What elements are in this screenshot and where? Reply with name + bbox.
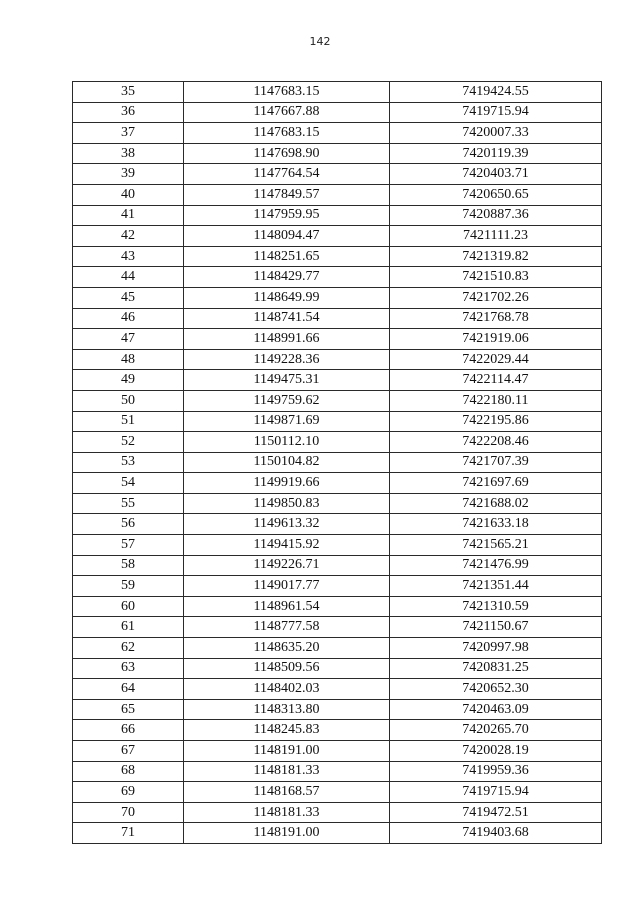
point-number-cell: 45 — [73, 287, 184, 308]
y-coordinate-cell: 7421319.82 — [390, 246, 602, 267]
point-number-cell: 50 — [73, 390, 184, 411]
point-number-cell: 64 — [73, 679, 184, 700]
x-coordinate-cell: 1150112.10 — [184, 432, 390, 453]
table-row — [73, 452, 602, 473]
y-coordinate-cell: 7421476.99 — [390, 555, 602, 576]
table-row — [73, 699, 602, 720]
x-coordinate-cell: 1147959.95 — [184, 205, 390, 226]
point-number-cell: 70 — [73, 802, 184, 823]
table-row — [73, 473, 602, 494]
x-coordinate-cell: 1147849.57 — [184, 184, 390, 205]
y-coordinate-cell: 7421688.02 — [390, 493, 602, 514]
point-number-cell: 63 — [73, 658, 184, 679]
x-coordinate-cell: 1149919.66 — [184, 473, 390, 494]
y-coordinate-cell: 7421707.39 — [390, 452, 602, 473]
x-coordinate-cell: 1149415.92 — [184, 535, 390, 556]
x-coordinate-cell: 1148181.33 — [184, 761, 390, 782]
coordinates-table — [72, 81, 602, 844]
x-coordinate-cell: 1148402.03 — [184, 679, 390, 700]
x-coordinate-cell: 1148961.54 — [184, 596, 390, 617]
y-coordinate-cell: 7420028.19 — [390, 741, 602, 762]
x-coordinate-cell: 1148251.65 — [184, 246, 390, 267]
table-row — [73, 143, 602, 164]
x-coordinate-cell: 1147698.90 — [184, 143, 390, 164]
table-row — [73, 411, 602, 432]
x-coordinate-cell: 1148191.00 — [184, 741, 390, 762]
table-row — [73, 308, 602, 329]
x-coordinate-cell: 1149613.32 — [184, 514, 390, 535]
y-coordinate-cell: 7419715.94 — [390, 782, 602, 803]
table-row — [73, 679, 602, 700]
point-number-cell: 58 — [73, 555, 184, 576]
y-coordinate-cell: 7421150.67 — [390, 617, 602, 638]
x-coordinate-cell: 1147683.15 — [184, 82, 390, 103]
x-coordinate-cell: 1148649.99 — [184, 287, 390, 308]
x-coordinate-cell: 1149850.83 — [184, 493, 390, 514]
table-row — [73, 823, 602, 844]
y-coordinate-cell: 7422208.46 — [390, 432, 602, 453]
x-coordinate-cell: 1149228.36 — [184, 349, 390, 370]
x-coordinate-cell: 1148991.66 — [184, 329, 390, 350]
point-number-cell: 47 — [73, 329, 184, 350]
table-row — [73, 226, 602, 247]
x-coordinate-cell: 1148245.83 — [184, 720, 390, 741]
y-coordinate-cell: 7421768.78 — [390, 308, 602, 329]
x-coordinate-cell: 1148168.57 — [184, 782, 390, 803]
point-number-cell: 54 — [73, 473, 184, 494]
y-coordinate-cell: 7422180.11 — [390, 390, 602, 411]
table-row — [73, 432, 602, 453]
x-coordinate-cell: 1149226.71 — [184, 555, 390, 576]
x-coordinate-cell: 1149871.69 — [184, 411, 390, 432]
y-coordinate-cell: 7422114.47 — [390, 370, 602, 391]
x-coordinate-cell: 1148313.80 — [184, 699, 390, 720]
x-coordinate-cell: 1148429.77 — [184, 267, 390, 288]
x-coordinate-cell: 1148094.47 — [184, 226, 390, 247]
point-number-cell: 36 — [73, 102, 184, 123]
x-coordinate-cell: 1148181.33 — [184, 802, 390, 823]
point-number-cell: 71 — [73, 823, 184, 844]
point-number-cell: 39 — [73, 164, 184, 185]
x-coordinate-cell: 1147683.15 — [184, 123, 390, 144]
y-coordinate-cell: 7422029.44 — [390, 349, 602, 370]
y-coordinate-cell: 7420463.09 — [390, 699, 602, 720]
y-coordinate-cell: 7422195.86 — [390, 411, 602, 432]
x-coordinate-cell: 1148635.20 — [184, 638, 390, 659]
point-number-cell: 53 — [73, 452, 184, 473]
table-row — [73, 287, 602, 308]
page-number: 142 — [309, 35, 331, 48]
x-coordinate-cell: 1148741.54 — [184, 308, 390, 329]
y-coordinate-cell: 7420007.33 — [390, 123, 602, 144]
y-coordinate-cell: 7421310.59 — [390, 596, 602, 617]
x-coordinate-cell: 1148191.00 — [184, 823, 390, 844]
y-coordinate-cell: 7421351.44 — [390, 576, 602, 597]
point-number-cell: 51 — [73, 411, 184, 432]
table-row — [73, 123, 602, 144]
y-coordinate-cell: 7420887.36 — [390, 205, 602, 226]
table-row — [73, 658, 602, 679]
point-number-cell: 35 — [73, 82, 184, 103]
table-row — [73, 761, 602, 782]
x-coordinate-cell: 1147764.54 — [184, 164, 390, 185]
point-number-cell: 41 — [73, 205, 184, 226]
y-coordinate-cell: 7421919.06 — [390, 329, 602, 350]
table-row — [73, 267, 602, 288]
table-row — [73, 349, 602, 370]
table-row — [73, 596, 602, 617]
y-coordinate-cell: 7420650.65 — [390, 184, 602, 205]
y-coordinate-cell: 7421111.23 — [390, 226, 602, 247]
table-row — [73, 720, 602, 741]
point-number-cell: 57 — [73, 535, 184, 556]
y-coordinate-cell: 7421633.18 — [390, 514, 602, 535]
table-row — [73, 184, 602, 205]
table-row — [73, 782, 602, 803]
table-row — [73, 205, 602, 226]
x-coordinate-cell: 1147667.88 — [184, 102, 390, 123]
table-row — [73, 370, 602, 391]
y-coordinate-cell: 7421510.83 — [390, 267, 602, 288]
y-coordinate-cell: 7421565.21 — [390, 535, 602, 556]
point-number-cell: 66 — [73, 720, 184, 741]
table-row — [73, 535, 602, 556]
y-coordinate-cell: 7419715.94 — [390, 102, 602, 123]
table-row — [73, 102, 602, 123]
point-number-cell: 40 — [73, 184, 184, 205]
x-coordinate-cell: 1149017.77 — [184, 576, 390, 597]
y-coordinate-cell: 7419403.68 — [390, 823, 602, 844]
x-coordinate-cell: 1150104.82 — [184, 452, 390, 473]
point-number-cell: 59 — [73, 576, 184, 597]
table-row — [73, 164, 602, 185]
point-number-cell: 65 — [73, 699, 184, 720]
table-row — [73, 82, 602, 103]
y-coordinate-cell: 7420265.70 — [390, 720, 602, 741]
x-coordinate-cell: 1149759.62 — [184, 390, 390, 411]
y-coordinate-cell: 7420831.25 — [390, 658, 602, 679]
table-row — [73, 576, 602, 597]
point-number-cell: 61 — [73, 617, 184, 638]
point-number-cell: 55 — [73, 493, 184, 514]
point-number-cell: 43 — [73, 246, 184, 267]
point-number-cell: 52 — [73, 432, 184, 453]
point-number-cell: 38 — [73, 143, 184, 164]
x-coordinate-cell: 1149475.31 — [184, 370, 390, 391]
point-number-cell: 67 — [73, 741, 184, 762]
table-row — [73, 514, 602, 535]
table-row — [73, 246, 602, 267]
y-coordinate-cell: 7420119.39 — [390, 143, 602, 164]
coordinates-table-body — [73, 82, 602, 844]
table-row — [73, 390, 602, 411]
point-number-cell: 46 — [73, 308, 184, 329]
y-coordinate-cell: 7419472.51 — [390, 802, 602, 823]
table-row — [73, 555, 602, 576]
table-row — [73, 329, 602, 350]
y-coordinate-cell: 7421697.69 — [390, 473, 602, 494]
y-coordinate-cell: 7420652.30 — [390, 679, 602, 700]
point-number-cell: 49 — [73, 370, 184, 391]
table-row — [73, 802, 602, 823]
y-coordinate-cell: 7420403.71 — [390, 164, 602, 185]
table-row — [73, 741, 602, 762]
x-coordinate-cell: 1148509.56 — [184, 658, 390, 679]
table-row — [73, 617, 602, 638]
point-number-cell: 42 — [73, 226, 184, 247]
point-number-cell: 48 — [73, 349, 184, 370]
point-number-cell: 69 — [73, 782, 184, 803]
y-coordinate-cell: 7420997.98 — [390, 638, 602, 659]
table-row — [73, 493, 602, 514]
point-number-cell: 56 — [73, 514, 184, 535]
point-number-cell: 44 — [73, 267, 184, 288]
y-coordinate-cell: 7419424.55 — [390, 82, 602, 103]
y-coordinate-cell: 7421702.26 — [390, 287, 602, 308]
point-number-cell: 68 — [73, 761, 184, 782]
y-coordinate-cell: 7419959.36 — [390, 761, 602, 782]
x-coordinate-cell: 1148777.58 — [184, 617, 390, 638]
table-row — [73, 638, 602, 659]
point-number-cell: 60 — [73, 596, 184, 617]
point-number-cell: 37 — [73, 123, 184, 144]
point-number-cell: 62 — [73, 638, 184, 659]
